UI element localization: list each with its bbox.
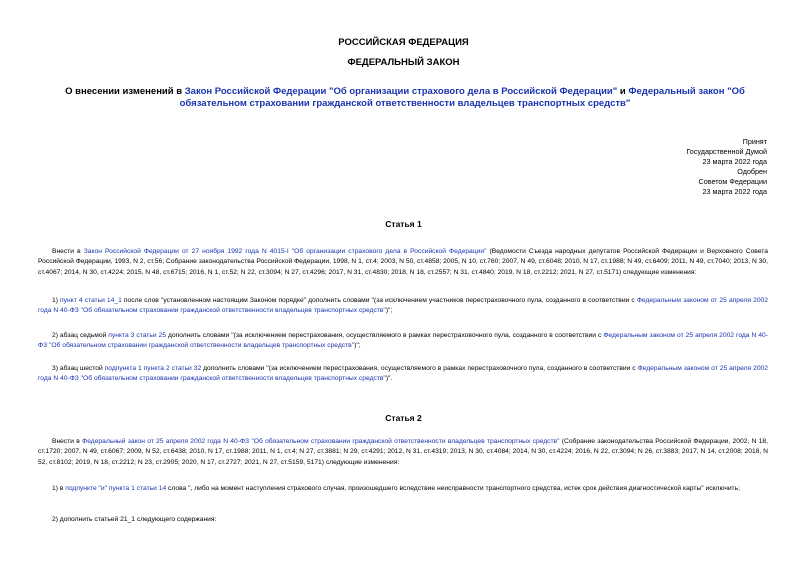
title-prefix: О внесении изменений в (65, 86, 185, 97)
text-run: )"; (385, 307, 393, 315)
approved-date: 23 марта 2022 года (702, 187, 767, 196)
link-law-40-fz[interactable]: Федеральным законом от 25 апреля 2002 года N 40-ФЗ "Об обязательном страховании гражданской ответственности владельцев транспортных средств" (38, 332, 768, 350)
article-1-intro (38, 247, 768, 278)
article-2-heading: Статья 2 (385, 413, 422, 423)
adopted-by: Государственной Думой (686, 147, 767, 156)
text-run: 1) (52, 297, 61, 304)
article-1-item-2 (38, 331, 768, 352)
document-title (60, 86, 750, 110)
text-run: (Ведомости Съезда народных депутатов Российской Федерации и Верховного Совета Российской Федерации, 1993, N 2, ст.56; Собрание законодательства Российской Федерации, 1998, N 1, ст.4; 2003, N 50, ст.4858; 2005, N 10, ст.760; 2007, N 49, ст.6048; 2010, N 17, ст.1988; N 49, ст.6409; 2011, N 49, ст.7040; 2013, N 30, ст.4067; 2014, N 30, ст.4224; 2015, N 48, ст.6715; 2016, N 1, ст.52; N 22, ст.3094; N 27, ст.4296; 2017, N 31, ст.4830; 2018, N 18, ст.2557; N 31, ст.4840; 2019, N 18, ст.2212; 2021, N 27, ст.5171) следующие изменения: (38, 248, 768, 276)
link-law-40-fz[interactable]: Федеральный закон от 25 апреля 2002 года N 40-ФЗ "Об обязательном страховании гражданской ответственности владельцев транспортных средств" (82, 438, 560, 445)
link-law-40-fz[interactable]: Федеральным законом от 25 апреля 2002 года N 40-ФЗ "Об обязательном страховании гражданской ответственности владельцев транспортных средств" (38, 365, 768, 383)
text-run: 1) в (52, 485, 66, 492)
text-run: после слов "установленном настоящим Законом порядке" дополнить словами "(за исключением участников перестраховочного пула, созданного в соответствии с (121, 297, 637, 304)
article-1-item-1 (38, 296, 768, 317)
article-1-item-3 (38, 364, 768, 385)
text-run: слова ", либо на момент наступления страхового случая, произошедшего вследствие неисправности транспортного средства, истек срок действия диагностической карты" исключить; (166, 485, 740, 492)
text-run: Внести в (52, 248, 84, 255)
text-run: дополнить словами "(за исключением перестрахования, осуществляемого в рамках перестраховочного пула, созданного в соответствии с (201, 365, 638, 372)
article-2-item-2: 2) дополнить статьей 21_1 следующего содержания: (52, 516, 217, 523)
text-run: )". (385, 375, 393, 383)
link-point-4-article-14-1[interactable]: пункт 4 статьи 14_1 (60, 297, 122, 304)
title-link-osago-law[interactable]: Федеральный закон "Об обязательном страховании гражданской ответственности владельцев транспортных средств" (179, 86, 745, 109)
text-run: 3) абзац шестой (52, 365, 105, 372)
title-link-insurance-law[interactable]: Закон Российской Федерации "Об организации страхового дела в Российской Федерации" (184, 86, 618, 97)
approved-by: Советом Федерации (698, 177, 767, 186)
article-1-heading: Статья 1 (385, 219, 422, 229)
adopted-date: 23 марта 2022 года (702, 157, 767, 166)
text-run: дополнить словами "(за исключением перестрахования, осуществляемого в рамках перестраховочного пула, созданного в соответствии с (165, 332, 604, 339)
adopted-label: Принят (742, 137, 767, 146)
text-run: )"; (354, 342, 361, 350)
link-point-3-article-25[interactable]: пункта 3 статьи 25 (108, 332, 166, 339)
country-heading: РОССИЙСКАЯ ФЕДЕРАЦИЯ (338, 37, 469, 48)
article-2-item-1 (38, 484, 768, 494)
text-run: Внести в (52, 438, 83, 445)
article-2-intro (38, 437, 768, 468)
adoption-block (567, 137, 767, 197)
text-run: (Собрание законодательства Российской Федерации, 2002, N 18, ст.1720; 2007, N 49, ст.6067; 2009, N 52, ст.6438; 2010, N 17, ст.1988; 2011, N 1, ст.4; N 27, ст.3881; N 29, ст.4291; 2012, N 31, ст.4319; 2013, N 30, ст.4084; 2014, N 30, ст.4224; 2016, N 22, ст.3094; N 26, ст.3883; 2017, N 14, ст.2008; 2018, N 52, ст.8102; 2019, N 18, ст.2212; N 23, ст.2905; 2020, N 17, ст.2727; 2021, N 27, ст.5159, 5171) следующие изменения: (38, 438, 768, 466)
link-subpoint-1-point-2-article-32[interactable]: подпункта 1 пункта 2 статьи 32 (104, 365, 202, 372)
text-run: 2) абзац седьмой (52, 332, 109, 339)
link-subpoint-i-point-1-article-14[interactable]: подпункте "и" пункта 1 статьи 14 (65, 485, 167, 492)
title-middle: и (617, 86, 629, 97)
link-law-4015-1[interactable]: Закон Российской Федерации от 27 ноября 1992 года N 4015-I "Об организации страхового дела в Российской Федерации" (83, 248, 487, 255)
link-law-40-fz[interactable]: Федеральным законом от 25 апреля 2002 года N 40-ФЗ "Об обязательном страховании гражданской ответственности владельцев транспортных средств" (38, 297, 768, 315)
approved-label: Одобрен (737, 167, 767, 176)
document-type-heading: ФЕДЕРАЛЬНЫЙ ЗАКОН (347, 57, 460, 68)
